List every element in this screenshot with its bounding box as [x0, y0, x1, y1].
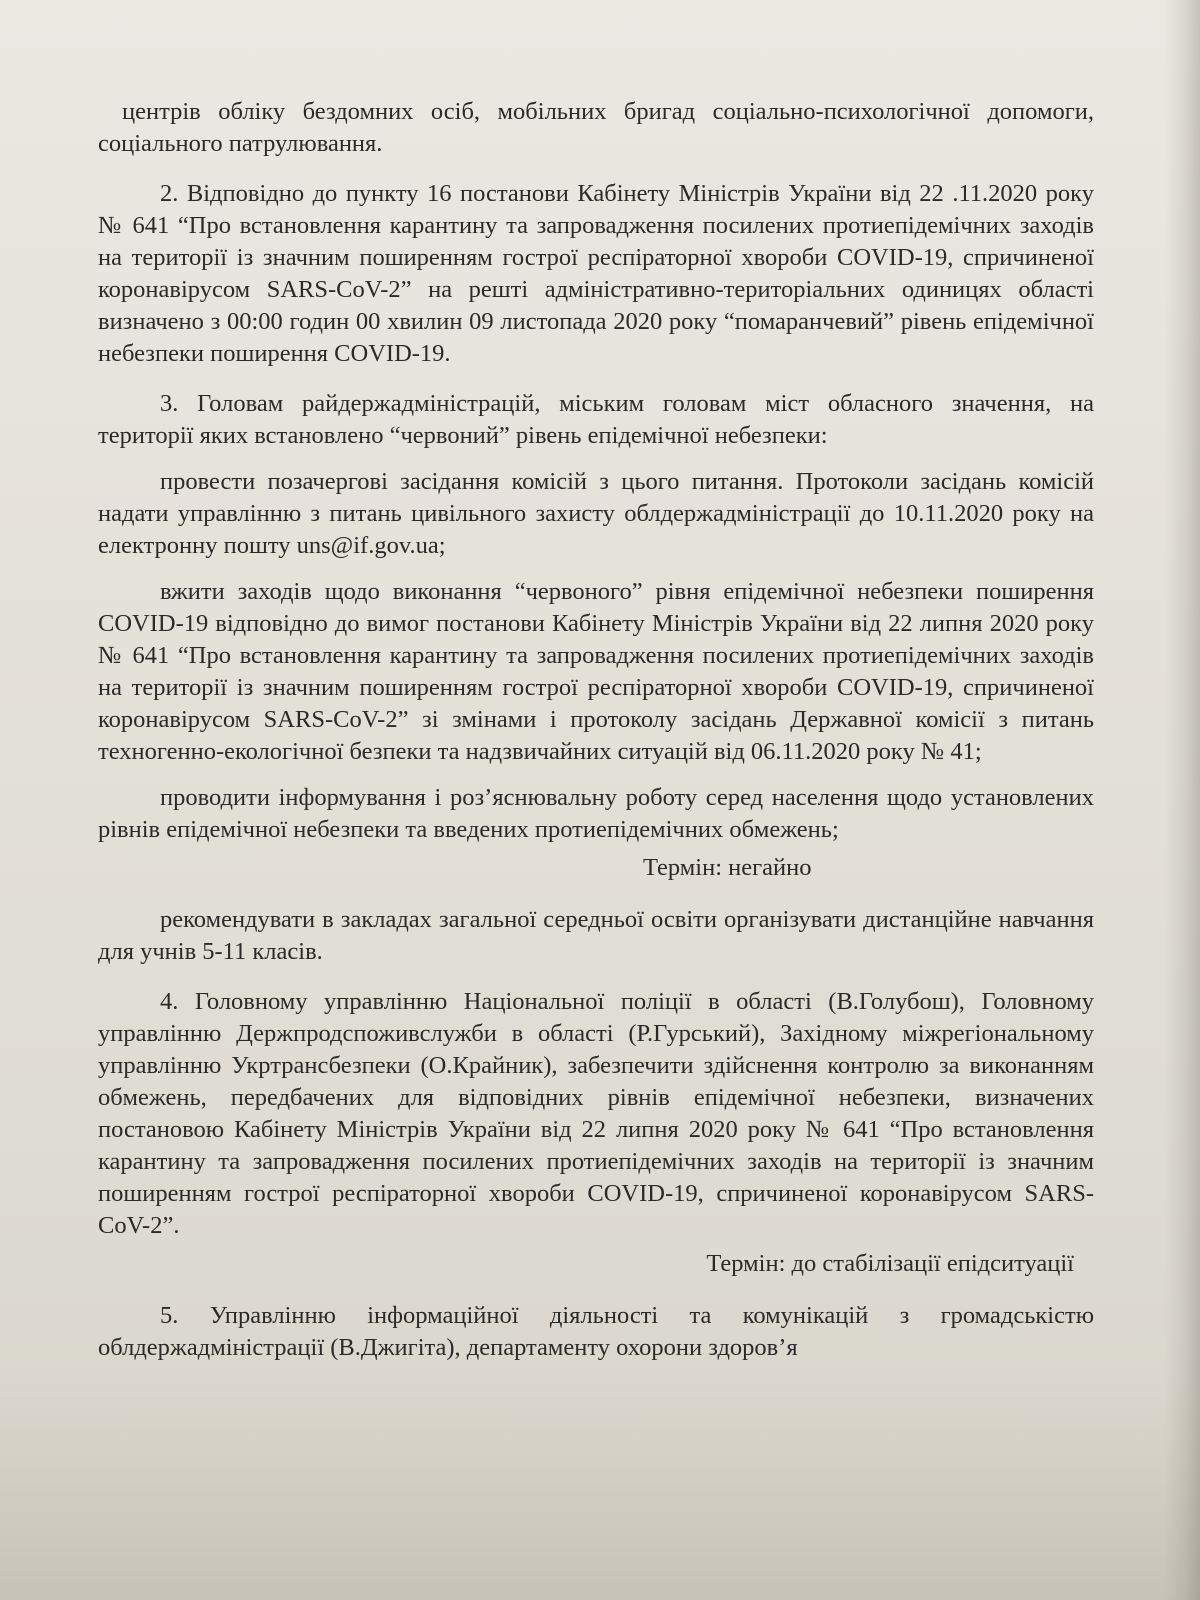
paragraph-item-4: 4. Головному управлінню Національної поліції в області (В.Голубош), Головному управлінню Держпродспоживслужби в області (Р.Гурський), Західному міжрегіональному управлінню Укртрансбезпеки (О.Крайник), забезпечити здійснення контролю за виконанням обмежень, передбачених для відповідних рівнів епідемічної небезпеки, визначених постановою Кабінету Міністрів України від 22 липня 2020 року № 641 “Про встановлення карантину та запровадження посилених протиепідемічних заходів на території із значним поширенням гострої респіраторної хвороби COVID-19, спричиненої коронавірусом SARS-CoV-2”. [98, 988, 1094, 1239]
deadline-term-stabilization: Термін: до стабілізації епідситуації [706, 1250, 1074, 1277]
paragraph-item-5: 5. Управлінню інформаційної діяльності та комунікацій з громадськістю облдержадміністрації (В.Джигіта), департаменту охорони здоров’я [98, 1302, 1094, 1361]
paragraph-item-3: 3. Головам райдержадміністрацій, міським головам міст обласного значення, на території яких встановлено “червоний” рівень епідемічної небезпеки: [98, 390, 1094, 449]
paragraph-continuation: центрів обліку бездомних осіб, мобільних бригад соціально-психологічної допомоги, соціального патрулювання. [98, 98, 1094, 157]
document-body [98, 96, 1094, 1382]
paragraph-subitem-measures: вжити заходів щодо виконання “червоного” рівня епідемічної небезпеки поширення COVID-19 відповідно до вимог постанови Кабінету Міністрів України від 22 липня 2020 року № 641 “Про встановлення карантину та запровадження посилених протиепідемічних заходів на території із значним поширенням гострої респіраторної хвороби COVID-19, спричиненої коронавірусом SARS-CoV-2” зі змінами і протоколу засідань Державної комісії з питань техногенно-екологічної безпеки та надзвичайних ситуацій від 06.11.2020 року № 41; [98, 578, 1094, 765]
page-edge-shadow [1164, 0, 1200, 1600]
deadline-term-immediately: Термін: негайно [643, 854, 812, 881]
paragraph-subitem-meetings: провести позачергові засідання комісій з цього питання. Протоколи засідань комісій надати управлінню з питань цивільного захисту облдержадміністрації до 10.11.2020 року на електронну пошту uns@if.gov.ua; [98, 468, 1094, 559]
paragraph-item-2: 2. Відповідно до пункту 16 постанови Кабінету Міністрів України від 22 .11.2020 року № 641 “Про встановлення карантину та запровадження посилених протиепідемічних заходів на території із значним поширенням гострої респіраторної хвороби COVID-19, спричиненої коронавірусом SARS-CoV-2” на решті адміністративно-територіальних одиницях області визначено з 00:00 годин 00 хвилин 09 листопада 2020 року “помаранчевий” рівень епідемічної небезпеки поширення COVID-19. [98, 180, 1094, 367]
paragraph-subitem-informing: проводити інформування і роз’яснювальну роботу серед населення щодо установлених рівнів епідемічної небезпеки та введених протиепідемічних обмежень; [98, 784, 1094, 843]
paragraph-subitem-distance-learning: рекомендувати в закладах загальної середньої освіти організувати дистанційне навчання для учнів 5-11 класів. [98, 906, 1094, 965]
page-bottom-shade [0, 1380, 1200, 1600]
